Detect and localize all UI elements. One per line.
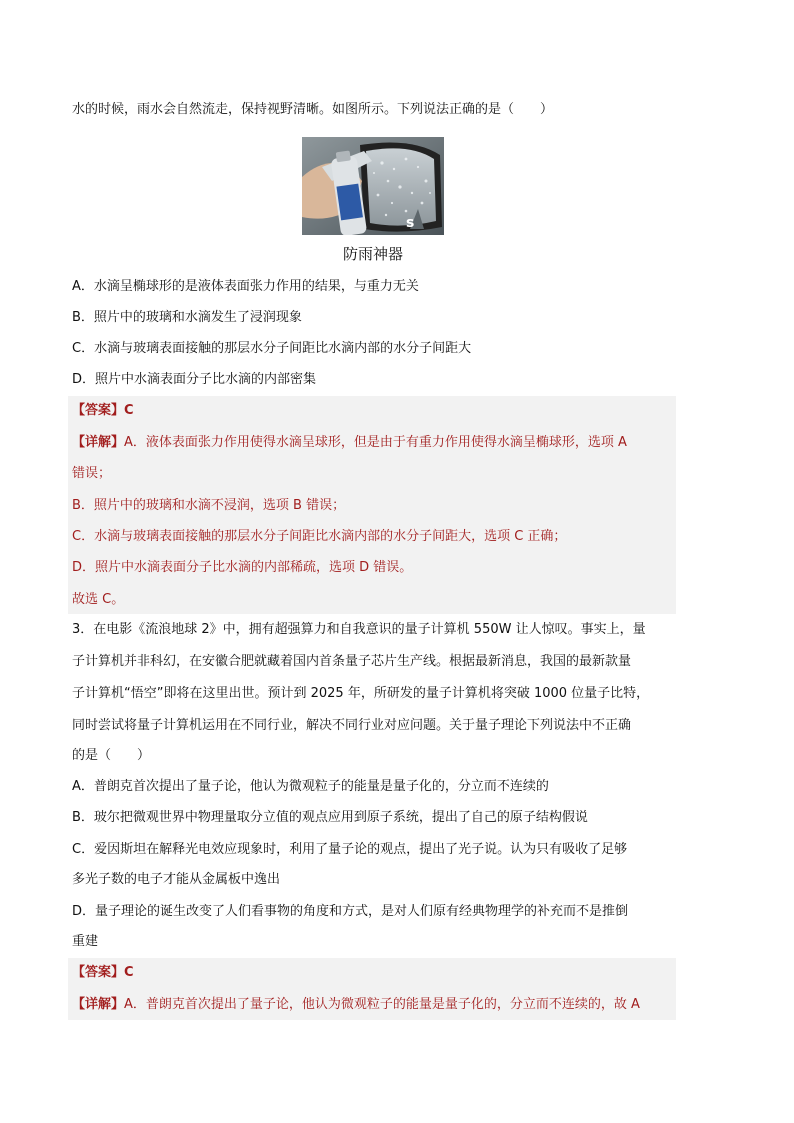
q2-detail-line-4: C．水滴与玻璃表面接触的那层水分子间距比水滴内部的水分子间距大，选项 C 正确； xyxy=(72,529,567,544)
q3-option-a: A．普朗克首次提出了量子论，他认为微观粒子的能量是量子化的，分立而不连续的 xyxy=(72,779,549,794)
q3-option-b: B．玻尔把微观世界中物理量取分立值的观点应用到原子系统，提出了自己的原子结构假说 xyxy=(72,810,588,825)
q2-stem-tail: 水的时候，雨水会自然流走，保持视野清晰。如图所示。下列说法正确的是（ ） xyxy=(72,102,554,117)
mirror-spray-illustration xyxy=(302,137,444,235)
q3-option-c-line-2: 多光子数的电子才能从金属板中逸出 xyxy=(72,872,281,887)
q3-stem-line-5: 的是（ ） xyxy=(72,748,151,763)
q2-detail-line-3: B．照片中的玻璃和水滴不浸润，选项 B 错误； xyxy=(72,498,346,513)
figure-caption: 防雨神器 xyxy=(342,245,403,263)
q3-stem-line-3: 子计算机“悟空”即将在这里出世。预计到 2025 年，所研发的量子计算机将突破 1000 位量子比特， xyxy=(72,686,650,701)
answer-label: 【答案】 xyxy=(72,403,125,418)
q2-option-c: C．水滴与玻璃表面接触的那层水分子间距比水滴内部的水分子间距大 xyxy=(72,341,472,356)
q3-answer-line xyxy=(72,963,682,983)
rain-mirror-photo xyxy=(302,137,444,235)
q3-stem-line-2: 子计算机并非科幻，在安徽合肥就藏着国内首条量子芯片生产线。根据最新消息，我国的最新款量 xyxy=(72,654,632,669)
detail-label: 【详解】 xyxy=(72,435,125,450)
q3-stem-line-1: 3．在电影《流浪地球 2》中，拥有超强算力和自我意识的量子计算机 550W 让人惊叹。事实上，量 xyxy=(72,622,646,637)
q3-stem-line-4: 同时尝试将量子计算机运用在不同行业，解决不同行业对应问题。关于量子理论下列说法中不正确 xyxy=(72,718,632,733)
q3-option-c-line-1: C．爱因斯坦在解释光电效应现象时，利用了量子论的观点，提出了光子说。认为只有吸收了足够 xyxy=(72,842,628,857)
detail-label: 【详解】 xyxy=(72,997,125,1012)
answer-label: 【答案】 xyxy=(72,965,125,980)
q2-option-b: B．照片中的玻璃和水滴发生了浸润现象 xyxy=(72,310,302,325)
q3-detail-line-1 xyxy=(72,995,682,1015)
detail-text: A．普朗克首次提出了量子论，他认为微观粒子的能量是量子化的，分立而不连续的，故 A xyxy=(124,997,640,1012)
detail-text: A．液体表面张力作用使得水滴呈球形，但是由于有重力作用使得水滴呈椭球形，选项 A xyxy=(124,435,627,450)
q3-option-d-line-1: D．量子理论的诞生改变了人们看事物的角度和方式，是对人们原有经典物理学的补充而不是推倒 xyxy=(72,904,629,919)
q2-option-d: D．照片中水滴表面分子比水滴的内部密集 xyxy=(72,372,317,387)
svg-text:s: s xyxy=(406,215,415,231)
q2-detail-line-2: 错误； xyxy=(72,466,112,481)
q2-detail-line-5: D．照片中水滴表面分子比水滴的内部稀疏，选项 D 错误。 xyxy=(72,560,413,575)
q3-option-d-line-2: 重建 xyxy=(72,934,99,949)
answer-value: C xyxy=(124,403,134,418)
q2-detail-line-1 xyxy=(72,433,682,453)
answer-value: C xyxy=(124,965,134,980)
q2-detail-line-6: 故选 C。 xyxy=(72,592,125,607)
q2-answer-line xyxy=(72,401,682,421)
q2-option-a: A．水滴呈椭球形的是液体表面张力作用的结果，与重力无关 xyxy=(72,279,419,294)
